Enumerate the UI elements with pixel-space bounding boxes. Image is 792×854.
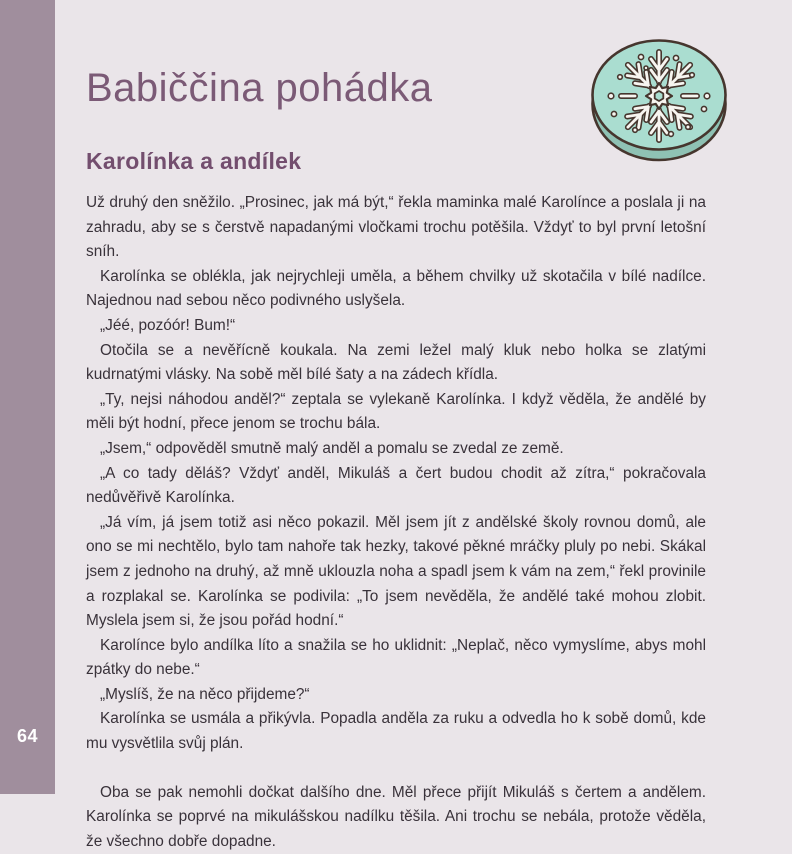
story-paragraph: Otočila se a nevěřícně koukala. Na zemi ležel malý kluk nebo holka se zlatými kudrnatými vlásky. Na sobě měl bílé šaty a na zádech křídla. (86, 341, 706, 384)
chapter-title: Babiččina pohádka (86, 66, 433, 110)
story-paragraph: Karolínka se oblékla, jak nejrychleji uměla, a během chvilky už skotačila v bílé nadílce. Najednou nad sebou něco podivného uslyšela. (86, 267, 706, 310)
story-paragraph: „A co tady děláš? Vždyť anděl, Mikuláš a čert budou chodit až zítra,“ pokračovala nedůvěřivě Karolínka. (86, 464, 706, 507)
story-paragraph: Karolínce bylo andílka líto a snažila se ho uklidnit: „Neplač, něco vymyslíme, abys mohl zpátky do nebe.“ (86, 636, 706, 679)
story-text (86, 191, 706, 854)
page-content (86, 0, 706, 854)
sidebar-strip (0, 0, 55, 794)
story-paragraph: „Já vím, já jsem totiž asi něco pokazil. Měl jsem jít z andělské školy rovnou domů, ale ono se mi nechtělo, bylo tam nahoře tak hezky, takové pěkné mráčky pluly po nebi. Skákal jsem z jednoho na druhý, až mně uklouzla noha a spadl jsem k vám na zem,“ řekl provinile a rozplakal se. Karolínka se podivila: „To jsem nevěděla, že andělé také mohou zlobit. Myslela jsem si, že jsou pořád hodní.“ (86, 513, 706, 630)
story-title: Karolínka a andílek (86, 148, 302, 174)
page-number: 64 (16, 726, 39, 746)
story-paragraph: „Myslíš, že na něco přijdeme?“ (100, 685, 310, 703)
story-paragraph: „Jsem,“ odpověděl smutně malý anděl a pomalu se zvedal ze země. (100, 439, 564, 457)
story-paragraph: „Ty, nejsi náhodou anděl?“ zeptala se vylekaně Karolínka. I když věděla, že andělé by měli být hodní, přece jenom se trochu bála. (86, 390, 706, 433)
story-paragraph: Už druhý den sněžilo. „Prosinec, jak má být,“ řekla maminka malé Karolínce a poslala ji na zahradu, aby se s čerstvě napadanými vločkami trochu potěšila. Vždyť to byl první letošní sníh. (86, 194, 706, 261)
story-paragraph: Karolínka se usmála a přikývla. Popadla anděla za ruku a odvedla ho k sobě domů, kde mu vysvětlila svůj plán. (86, 710, 706, 753)
story-paragraph: Oba se pak nemohli dočkat dalšího dne. Měl přece přijít Mikuláš s čertem a andělem. Karolínka se poprvé na mikulášskou nadílku těšila. Ani trochu se nebála, protože věděla, že všechno dobře dopadne. (86, 783, 706, 850)
story-paragraph: „Jéé, pozóór! Bum!“ (100, 316, 236, 334)
